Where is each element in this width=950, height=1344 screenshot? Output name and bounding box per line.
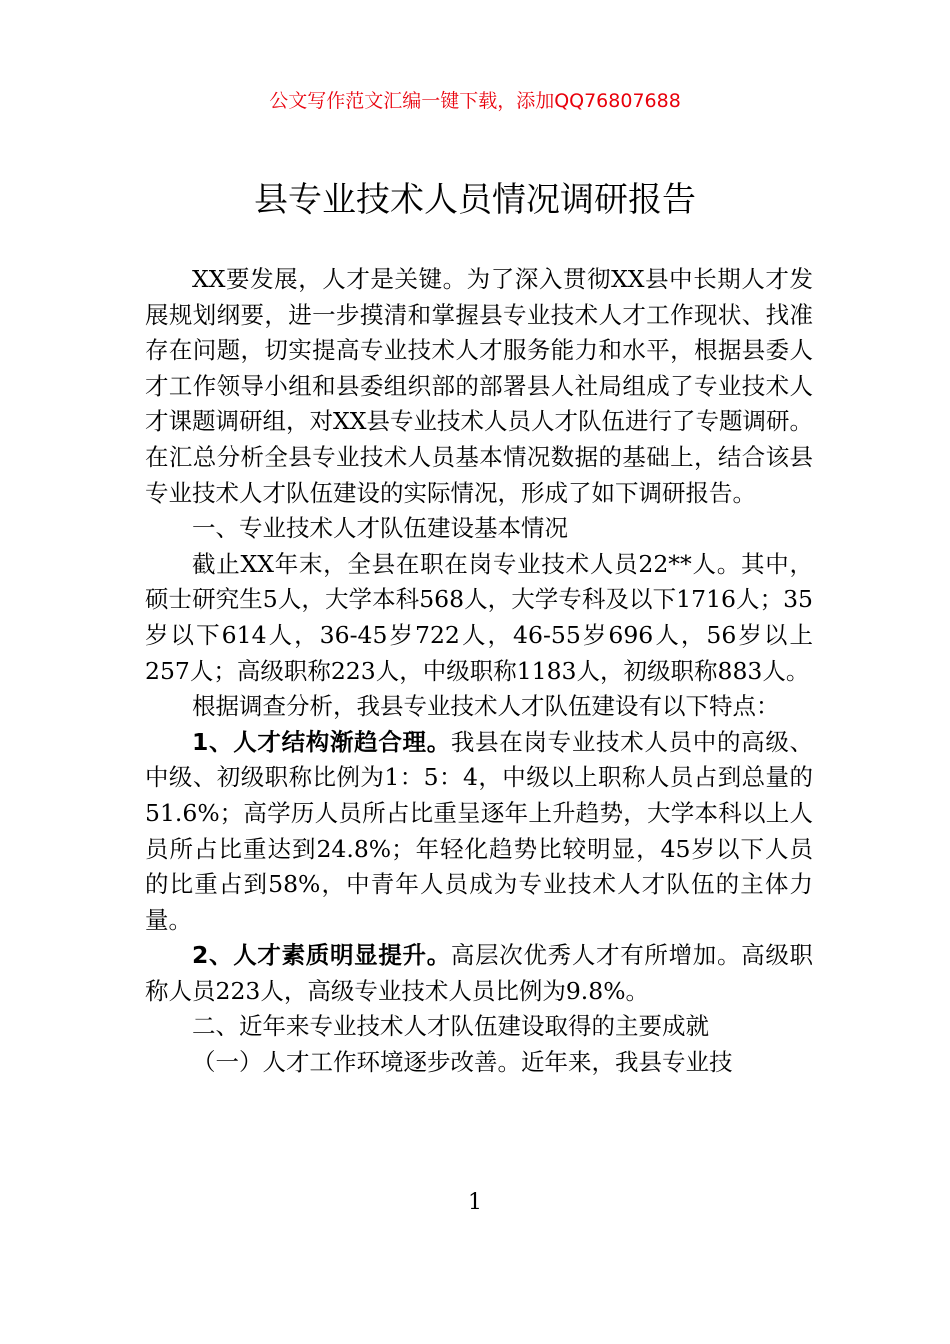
document-title: 县专业技术人员情况调研报告 [254,180,696,220]
point-2-title: 2、人才素质明显提升。 [192,941,451,970]
point-1-title: 1、人才结构渐趋合理。 [192,727,451,756]
point-2-paragraph [145,938,813,1009]
intro-paragraph: XX要发展，人才是关键。为了深入贯彻XX县中长期人才发展规划纲要，进一步摸清和掌握县专业技术人才工作现状、找准存在问题，切实提高专业技术人才服务能力和水平，根据县委人才工作领导小组和县委组织部的部署县人社局组成了专业技术人才课题调研组，对XX县专业技术人员人才队伍进行了专题调研。在汇总分析全县专业技术人员基本情况数据的基础上，结合该县专业技术人才队伍建设的实际情况，形成了如下调研报告。 [145,265,813,507]
point-1-paragraph [145,725,813,939]
section-heading-1: 一、专业技术人才队伍建设基本情况 [192,514,568,543]
subsection-1-paragraph: （一）人才工作环境逐步改善。近年来，我县专业技 [192,1048,733,1077]
point-2-text: 高层次优秀人才有所增加。高级职称人员223人，高级专业技术人员比例为9.8%。 [145,941,814,1005]
section-heading-2: 二、近年来专业技术人才队伍建设取得的主要成就 [192,1012,709,1041]
point-1-text: 我县在岗专业技术人员中的高级、中级、初级职称比例为1：5：4，中级以上职称人员占到总量的51.6%；高学历人员所占比重呈逐年上升趋势，大学本科以上人员所占比重达到24.8%；年轻化趋势比较明显，45岁以下人员的比重占到58%，中青年人员成为专业技术人才队伍的主体力量。 [145,727,814,934]
header-download-note: 公文写作范文汇编一键下载，添加QQ76807688 [269,90,681,112]
statistics-paragraph: 截止XX年末，全县在职在岗专业技术人员22**人。其中，硕士研究生5人，大学本科568人，大学专科及以下1716人；35岁以下614人，36-45岁722人，46-55岁696人，56岁以上257人；高级职称223人，中级职称1183人，初级职称883人。 [145,549,813,685]
analysis-intro-paragraph: 根据调查分析，我县专业技术人才队伍建设有以下特点： [192,692,780,721]
document-body [145,262,813,1081]
page-number: 1 [468,1190,482,1215]
